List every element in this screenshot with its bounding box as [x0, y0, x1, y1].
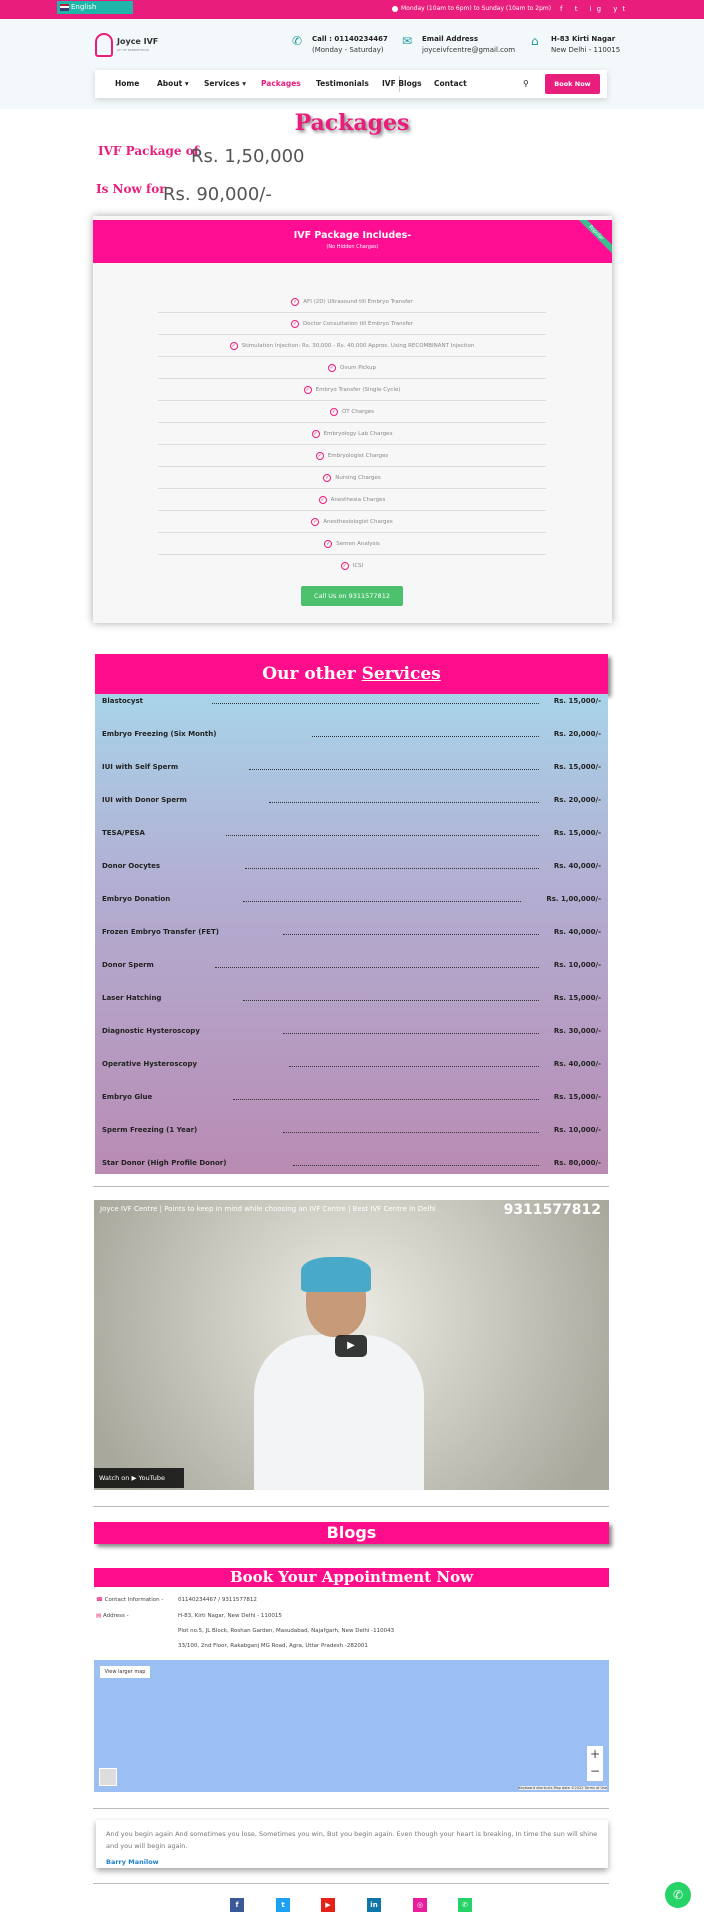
- dotted-leader: [212, 703, 539, 704]
- check-circle-icon: ✓: [292, 320, 298, 327]
- service-row: [102, 829, 601, 841]
- address-info: [531, 34, 621, 56]
- service-price: Rs. 80,000/-: [553, 1159, 601, 1167]
- youtube-icon[interactable]: ▶: [321, 1898, 335, 1912]
- address-line-1: H-83, Kirti Nagar, New Delhi - 110015: [178, 1613, 282, 1619]
- view-larger-map-link[interactable]: View larger map: [100, 1666, 150, 1678]
- service-row: [102, 961, 601, 973]
- email-label: Email Address: [422, 35, 479, 43]
- check-circle-icon: ✓: [331, 408, 337, 415]
- dotted-leader: [283, 1132, 539, 1133]
- service-price: Rs. 10,000/-: [553, 1126, 601, 1134]
- check-circle-icon: ✓: [326, 540, 331, 547]
- service-price: Rs. 20,000/-: [553, 796, 601, 804]
- address-line-2: Plot no.5, JL Block, Roshan Garden, Masudabad, Najafgarh, New Delhi -110043: [178, 1628, 395, 1634]
- envelope-icon: ✉: [402, 34, 413, 48]
- dotted-leader: [243, 901, 521, 902]
- brand-name: Joyce IVF: [117, 37, 159, 46]
- book-now-button[interactable]: Book Now: [545, 74, 600, 94]
- list-item: ✓ Anesthesia Charges: [158, 489, 546, 511]
- service-name: TESA/PESA: [102, 829, 145, 837]
- linkedin-icon[interactable]: in: [367, 1898, 381, 1912]
- dotted-leader: [283, 1033, 539, 1034]
- map-icon: ▤: [96, 1613, 103, 1619]
- check-circle-icon: ✓: [293, 298, 298, 305]
- service-row: [102, 1093, 601, 1105]
- nav-home[interactable]: Home: [115, 79, 140, 88]
- divider: [93, 1808, 609, 1809]
- whatsapp-icon[interactable]: ✆: [458, 1898, 472, 1912]
- check-circle-icon: ✓: [313, 430, 318, 437]
- list-item: ✓ OT Charges: [158, 401, 546, 423]
- service-price: Rs. 1,00,000/-: [546, 895, 601, 903]
- dotted-leader: [243, 1000, 539, 1001]
- service-name: Frozen Embryo Transfer (FET): [102, 928, 219, 936]
- dotted-leader: [215, 967, 539, 968]
- ivf-package-heading: IVF Package Includes-: [293, 230, 412, 241]
- brand-tagline: JOY OF PARENTHOOD: [117, 48, 149, 52]
- opening-hours: [392, 5, 551, 12]
- google-map[interactable]: [94, 1660, 609, 1792]
- address-label: ▤ Address -: [96, 1613, 129, 1619]
- dotted-leader: [269, 802, 539, 803]
- package-label-new: Is Now for: [96, 182, 166, 196]
- divider: [93, 1506, 609, 1507]
- contact-value: 01140234467 / 9311577812: [178, 1597, 257, 1603]
- list-item: ✓ Semen Analysis: [158, 533, 546, 555]
- hours-text: Monday (10am to 6pm) to Sunday (10am to 2pm): [401, 5, 552, 12]
- service-price: Rs. 15,000/-: [553, 763, 601, 771]
- blogs-heading[interactable]: Blogs: [94, 1522, 609, 1544]
- list-item: ✓ Anesthesiologist Charges: [158, 511, 546, 533]
- nav-packages[interactable]: Packages: [261, 79, 301, 88]
- service-name: Laser Hatching: [102, 994, 162, 1002]
- service-name: Star Donor (High Profile Donor): [102, 1159, 227, 1167]
- list-item: ✓ Nursing Charges: [158, 467, 546, 489]
- service-row: [102, 763, 601, 775]
- service-row: [102, 928, 601, 940]
- call-sub: (Monday - Saturday): [312, 46, 384, 54]
- service-price: Rs. 15,000/-: [553, 994, 601, 1002]
- service-price: Rs. 15,000/-: [553, 829, 601, 837]
- list-item: ✓ Embryologist Charges: [158, 445, 546, 467]
- flag-icon: [60, 4, 69, 11]
- check-circle-icon: ✓: [313, 518, 318, 525]
- ivf-package-items: [158, 291, 546, 577]
- service-name: Embryo Donation: [102, 895, 171, 903]
- services-price-list: [95, 694, 608, 1174]
- service-name: Donor Oocytes: [102, 862, 161, 870]
- address-label: H-83 Kirti Nagar: [551, 35, 616, 43]
- quote-author: Barry Manilow: [106, 1858, 159, 1866]
- dotted-leader: [233, 1099, 539, 1100]
- logo-icon: [95, 33, 113, 57]
- doctor-figure: [254, 1255, 424, 1490]
- map-footer[interactable]: Keyboard shortcuts Map data ©2022 Terms of Use: [518, 1786, 607, 1790]
- package-price-new: Rs. 90,000/-: [163, 184, 272, 205]
- dotted-leader: [226, 835, 539, 836]
- service-row: [102, 1159, 601, 1171]
- package-price-old: Rs. 1,50,000: [191, 146, 305, 167]
- twitter-icon[interactable]: t: [276, 1898, 290, 1912]
- check-circle-icon: ✓: [325, 474, 330, 481]
- service-price: Rs. 40,000/-: [553, 1060, 601, 1068]
- call-info: [292, 34, 388, 56]
- service-row: [102, 895, 601, 907]
- check-circle-icon: ✓: [231, 342, 236, 349]
- service-name: IUI with Self Sperm: [102, 763, 179, 771]
- email-info: [402, 34, 516, 56]
- email-value[interactable]: joyceivfcentre@gmail.com: [422, 46, 516, 54]
- dotted-leader: [289, 1066, 539, 1067]
- location-icon: ⌂: [531, 34, 539, 48]
- service-price: Rs. 40,000/-: [553, 928, 601, 936]
- youtube-video[interactable]: [94, 1200, 609, 1490]
- check-circle-icon: ✓: [317, 452, 322, 459]
- logo[interactable]: [95, 33, 165, 63]
- dotted-leader: [293, 1165, 539, 1166]
- package-label-old: IVF Package of: [98, 144, 199, 158]
- divider: [93, 1883, 609, 1884]
- nav-about[interactable]: About ▾: [157, 79, 189, 88]
- service-name: Donor Sperm: [102, 961, 154, 969]
- services-heading: Our other Services: [95, 654, 608, 694]
- divider: [93, 1186, 609, 1187]
- popular-ribbon: [572, 220, 612, 260]
- contact-label: ☎ Contact Information -: [96, 1597, 164, 1603]
- ribbon-label: Popular: [573, 220, 612, 256]
- watch-on-youtube[interactable]: Watch on ▶ YouTube: [94, 1468, 184, 1488]
- service-row: [102, 730, 601, 742]
- top-bar: [0, 0, 704, 19]
- page-title: Packages: [294, 110, 410, 136]
- phone-icon: ☎: [96, 1597, 105, 1603]
- service-price: Rs. 20,000/-: [553, 730, 601, 738]
- language-label: English: [71, 3, 97, 11]
- dotted-leader: [245, 868, 539, 869]
- service-price: Rs. 15,000/-: [553, 697, 601, 705]
- service-name: Sperm Freezing (1 Year): [102, 1126, 198, 1134]
- service-row: [102, 1027, 601, 1039]
- clock-icon: [392, 6, 398, 12]
- video-title[interactable]: Joyce IVF Centre | Points to keep in mind while choosing an IVF Centre | Best IVF Centre in Delhi: [100, 1205, 436, 1213]
- list-item: ✓ ICSI: [342, 562, 364, 569]
- service-row: [102, 1060, 601, 1072]
- nav-contact[interactable]: Contact: [434, 79, 467, 88]
- check-circle-icon: ✓: [305, 386, 310, 393]
- ivf-package-header: [93, 220, 612, 263]
- address-value: New Delhi - 110015: [551, 46, 621, 54]
- check-circle-icon: ✓: [342, 562, 347, 569]
- call-label: Call : 01140234467: [312, 35, 388, 43]
- service-name: Embryo Freezing (Six Month): [102, 730, 217, 738]
- check-circle-icon: ✓: [320, 496, 325, 503]
- ivf-package-card: [93, 216, 612, 623]
- quote-text: And you begin again And sometimes you lose, Sometimes you win, But you begin again. Even though your heart is breaking, In time the sun will shine and you will begin again.: [106, 1830, 598, 1850]
- list-item: ✓ Stimulation Injection: Rs. 30,000 - Rs. 40,000 Approx. Using RECOMBINANT Injection: [158, 335, 546, 357]
- service-price: Rs. 10,000/-: [553, 961, 601, 969]
- top-social-icons[interactable]: f t ig yt: [560, 5, 631, 13]
- other-services-section: [93, 654, 609, 1174]
- whatsapp-float-icon[interactable]: ✆: [665, 1882, 691, 1908]
- zoom-controls[interactable]: + −: [587, 1746, 603, 1781]
- nav-ivf-blogs[interactable]: IVF Blogs: [382, 79, 422, 88]
- main-nav: [95, 70, 607, 98]
- appointment-heading: Book Your Appointment Now: [94, 1568, 609, 1587]
- service-row: [102, 994, 601, 1006]
- play-icon[interactable]: ▶: [335, 1335, 367, 1357]
- instagram-icon[interactable]: ◎: [413, 1898, 427, 1912]
- dotted-leader: [283, 934, 539, 935]
- search-icon[interactable]: ⚲: [523, 79, 529, 88]
- list-item: ✓ Ovum Pickup: [158, 357, 546, 379]
- list-item: ✓ Doctor Consultation till Embryo Transfer: [158, 313, 546, 335]
- service-name: IUI with Donor Sperm: [102, 796, 187, 804]
- nav-services[interactable]: Services ▾: [204, 79, 247, 88]
- list-item: ✓ AFI (2D) Ultrasound till Embryo Transfer: [158, 291, 546, 313]
- nav-testimonials[interactable]: Testimonials: [316, 79, 369, 88]
- list-item: ✓ Embryology Lab Charges: [158, 423, 546, 445]
- video-phone: 9311577812: [503, 1202, 601, 1218]
- service-price: Rs. 15,000/-: [553, 1093, 601, 1101]
- dotted-leader: [249, 769, 539, 770]
- service-name: Embryo Glue: [102, 1093, 153, 1101]
- list-item: ✓ Embryo Transfer (Single Cycle): [158, 379, 546, 401]
- service-name: Diagnostic Hysteroscopy: [102, 1027, 200, 1035]
- service-price: Rs. 30,000/-: [553, 1027, 601, 1035]
- address-line-3: 33/100, 2nd Floor, Rakabganj MG Road, Agra, Uttar Pradesh -282001: [178, 1643, 368, 1649]
- service-row: [102, 1126, 601, 1138]
- call-us-button[interactable]: Call Us on 9311577812: [301, 586, 403, 606]
- service-row: [102, 697, 601, 709]
- quote-card: [96, 1820, 608, 1868]
- service-row: [102, 862, 601, 874]
- check-circle-icon: ✓: [329, 364, 335, 371]
- dotted-leader: [312, 736, 539, 737]
- phone-icon: ✆: [292, 34, 303, 48]
- service-name: Operative Hysteroscopy: [102, 1060, 198, 1068]
- facebook-icon[interactable]: f: [230, 1898, 244, 1912]
- street-view-icon[interactable]: [99, 1768, 117, 1786]
- ivf-package-sub: (No Hidden Charges): [326, 244, 379, 250]
- language-selector[interactable]: [57, 1, 133, 14]
- service-name: Blastocyst: [102, 697, 144, 705]
- service-price: Rs. 40,000/-: [553, 862, 601, 870]
- service-row: [102, 796, 601, 808]
